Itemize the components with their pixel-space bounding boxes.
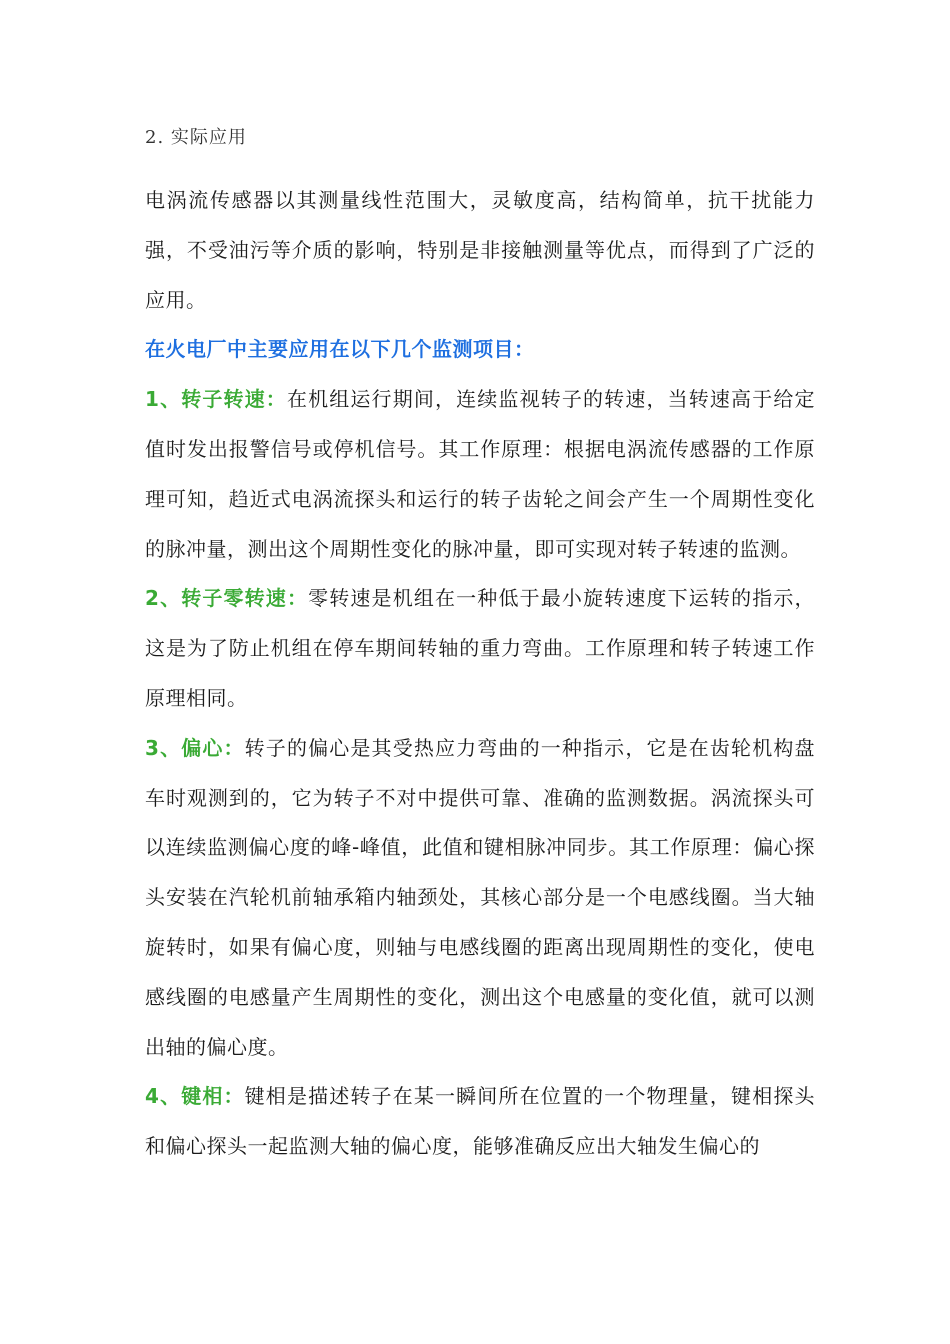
- item-paragraph-zero-speed: [145, 574, 815, 723]
- item-text-speed: 在机组运行期间，连续监视转子的转速，当转速高于给定值时发出报警信号或停机信号。其工作原理：根据电涡流传感器的工作原理可知，趋近式电涡流探头和运行的转子齿轮之间会产生一个周期性变化的脉冲量，测出这个周期性变化的脉冲量，即可实现对转子转速的监测。: [145, 387, 815, 561]
- item-text-zero-speed: 零转速是机组在一种低于最小旋转速度下运转的指示，这是为了防止机组在停车期间转轴的重力弯曲。工作原理和转子转速工作原理相同。: [145, 586, 816, 710]
- section-title: 2. 实际应用: [145, 127, 247, 148]
- item-paragraph-keyphasor: [145, 1072, 815, 1172]
- item-label-keyphasor: 4、键相：: [145, 1084, 245, 1109]
- item-label-zero-speed: 2、转子零转速：: [145, 586, 309, 611]
- item-text-eccentricity: 转子的偏心是其受热应力弯曲的一种指示，它是在齿轮机构盘车时观测到的，它为转子不对中提供可靠、准确的监测数据。涡流探头可以连续监测偏心度的峰-峰值，此值和键相脉冲同步。其工作原理：偏心探头安装在汽轮机前轴承箱内轴颈处，其核心部分是一个电感线圈。当大轴旋转时，如果有偏心度，则轴与电感线圈的距离出现周期性的变化，使电感线圈的电感量产生周期性的变化，测出这个电感量的变化值，就可以测出轴的偏心度。: [145, 735, 815, 1059]
- monitoring-heading: 在火电厂中主要应用在以下几个监测项目：: [145, 337, 535, 362]
- document-body: [145, 176, 815, 1172]
- item-paragraph-speed: [145, 375, 815, 574]
- item-paragraph-eccentricity: [145, 724, 815, 1073]
- item-label-speed: 1、转子转速：: [145, 387, 287, 412]
- intro-paragraph: 电涡流传感器以其测量线性范围大，灵敏度高，结构简单，抗干扰能力强，不受油污等介质的影响，特别是非接触测量等优点，而得到了广泛的应用。: [145, 188, 815, 312]
- item-label-eccentricity: 3、偏心：: [145, 735, 245, 760]
- item-text-keyphasor: 键相是描述转子在某一瞬间所在位置的一个物理量，键相探头和偏心探头一起监测大轴的偏心度，能够准确反应出大轴发生偏心的: [145, 1084, 815, 1159]
